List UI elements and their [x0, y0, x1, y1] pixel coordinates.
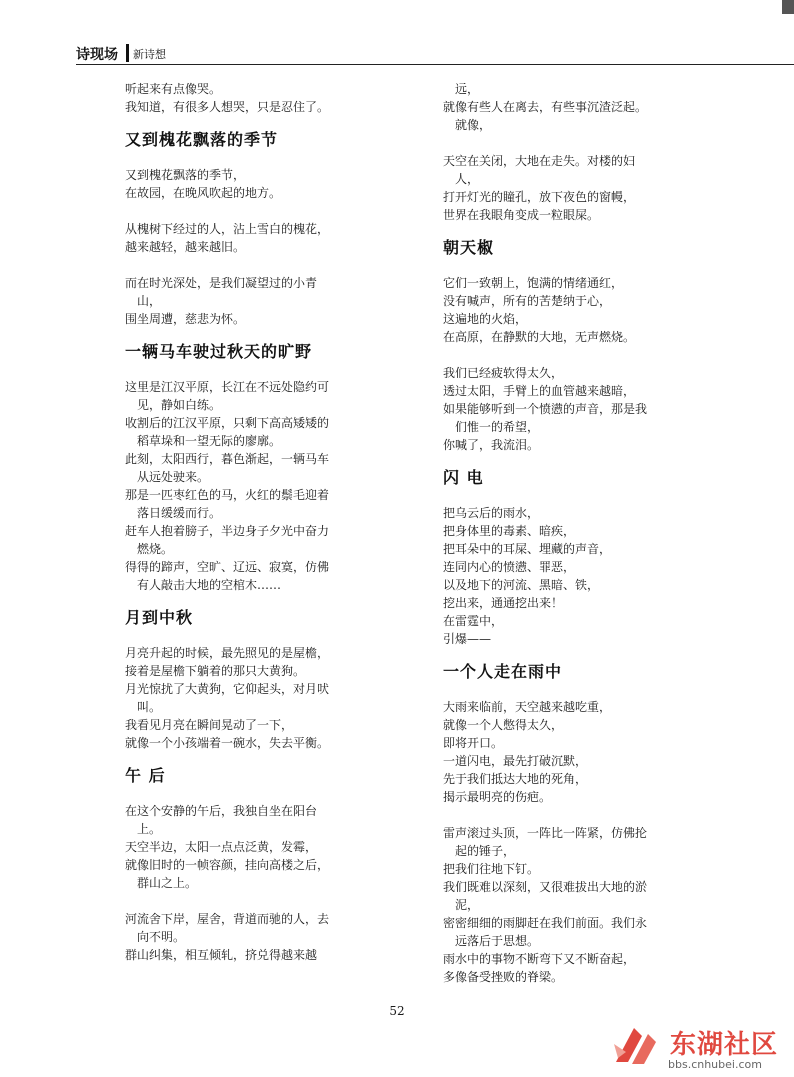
- poem-line: 挖出来，通通挖出来！: [443, 596, 564, 610]
- poem-line: 而在时光深处，是我们凝望过的小青: [125, 276, 318, 290]
- poem-title: 月到中秋: [125, 608, 194, 627]
- poem-line: 密密细细的雨脚赶在我们前面。我们永: [443, 916, 648, 930]
- poem-title: 一个人走在雨中: [443, 662, 563, 681]
- poem-line: 你喊了，我流泪。: [443, 438, 540, 452]
- poem-line: 多像备受挫败的脊梁。: [443, 970, 564, 984]
- header-subtitle: 新诗想: [133, 48, 166, 61]
- poem-line: 我看见月亮在瞬间晃动了一下，: [125, 718, 294, 732]
- poem-line: 就像，: [455, 118, 492, 132]
- poem-line: 就像一个人憋得太久，: [443, 718, 564, 732]
- page-header: [76, 44, 794, 66]
- poem-line: 群山纠集，相互倾轧，挤兑得越来越: [125, 948, 318, 962]
- poem-line: 在雷霆中，: [443, 614, 504, 628]
- poem-line: 我知道，有很多人想哭，只是忍住了。: [125, 100, 330, 114]
- poem-line: 上。: [137, 822, 162, 836]
- right-column: [443, 80, 711, 986]
- poem-line: 人，: [455, 172, 480, 186]
- poem-title: 又到槐花飘落的季节: [125, 130, 279, 149]
- poem-title: 午 后: [125, 766, 166, 785]
- poem-line: 听起来有点像哭。: [125, 82, 222, 96]
- poem-line: 揭示最明亮的伤疤。: [443, 790, 552, 804]
- poem-line: 把我们往地下钉。: [443, 862, 540, 876]
- poem-line: 从远处驶来。: [137, 470, 210, 484]
- header-rule: [76, 64, 794, 65]
- poem-line: 世界在我眼角变成一粒眼屎。: [443, 208, 600, 222]
- poem-line: 见，静如白练。: [137, 398, 222, 412]
- poem-line: 那是一匹枣红色的马，火红的鬃毛迎着: [125, 488, 330, 502]
- poem-line: 在故园，在晚风吹起的地方。: [125, 186, 282, 200]
- poem-line: 在这个安静的午后，我独自坐在阳台: [125, 804, 318, 818]
- poem-line: 以及地下的河流、黑暗、铁，: [443, 578, 600, 592]
- watermark: [612, 1022, 792, 1074]
- poem-line: 接着是屋檐下躺着的那只大黄狗。: [125, 664, 306, 678]
- poem-line: 落日缓缓而行。: [137, 506, 222, 520]
- poem-line: 远落后于思想。: [455, 934, 540, 948]
- poem-line: 先于我们抵达大地的死角，: [443, 772, 588, 786]
- page-number: 52: [389, 1004, 405, 1018]
- poem-line: 群山之上。: [137, 876, 198, 890]
- poem-line: 河流舍下岸，屋舍，背道而驰的人，去: [125, 912, 330, 926]
- poem-line: 大雨来临前，天空越来越吃重，: [443, 700, 612, 714]
- page-corner-mark: [782, 0, 794, 14]
- poem-line: 围坐周遭，慈悲为怀。: [125, 312, 246, 326]
- poem-line: 我们既难以深刻，又很难拔出大地的淤: [443, 880, 648, 894]
- poem-line: 雨水中的事物不断弯下又不断奋起，: [443, 952, 636, 966]
- poem-line: 透过太阳，手臂上的血管越来越暗，: [443, 384, 636, 398]
- poem-line: 连同内心的愤懑、罪恶，: [443, 560, 576, 574]
- poem-line: 一道闪电，最先打破沉默，: [443, 754, 588, 768]
- header-divider-bar: [126, 44, 129, 62]
- poem-line: 此刻，太阳西行，暮色渐起，一辆马车: [125, 452, 330, 466]
- watermark-logo-icon: [612, 1022, 668, 1070]
- poem-line: 远，: [455, 82, 480, 96]
- poem-line: 即将开口。: [443, 736, 504, 750]
- poem-line: 收割后的江汉平原，只剩下高高矮矮的: [125, 416, 330, 430]
- poem-line: 从槐树下经过的人，沾上雪白的槐花，: [125, 222, 330, 236]
- poem-line: 山，: [137, 294, 162, 308]
- left-column: [125, 80, 393, 964]
- poem-line: 这里是江汉平原，长江在不远处隐约可: [125, 380, 330, 394]
- poem-line: 把耳朵中的耳屎、埋藏的声音，: [443, 542, 612, 556]
- poem-line: 如果能够听到一个愤懑的声音，那是我: [443, 402, 648, 416]
- poem-line: 引爆——: [443, 632, 492, 646]
- watermark-name: 东湖社区: [670, 1030, 779, 1060]
- poem-line: 把身体里的毒素、暗疾，: [443, 524, 576, 538]
- poem-line: 月光惊扰了大黄狗，它仰起头，对月吠: [125, 682, 330, 696]
- poem-line: 没有喊声，所有的苦楚纳于心，: [443, 294, 612, 308]
- poem-line: 向不明。: [137, 930, 186, 944]
- poem-line: 叫。: [137, 700, 162, 714]
- watermark-url: bbs.cnhubei.com: [668, 1058, 762, 1071]
- poem-line: 们惟一的希望，: [455, 420, 540, 434]
- header-title: 诗现场: [76, 47, 118, 63]
- poem-line: 就像有些人在离去，有些事沉渣泛起。: [443, 100, 648, 114]
- poem-title: 朝天椒: [443, 238, 495, 257]
- poem-line: 有人敲击大地的空棺木……: [137, 578, 282, 592]
- poem-line: 就像旧时的一帧容颜，挂向高楼之后，: [125, 858, 330, 872]
- poem-line: 就像一个小孩端着一碗水，失去平衡。: [125, 736, 330, 750]
- poem-line: 在高原，在静默的大地，无声燃烧。: [443, 330, 636, 344]
- poem-line: 起的锤子，: [455, 844, 516, 858]
- poem-line: 这遍地的火焰，: [443, 312, 528, 326]
- poem-line: 我们已经疲软得太久，: [443, 366, 564, 380]
- poem-line: 赶车人抱着膀子，半边身子夕光中奋力: [125, 524, 330, 538]
- poem-line: 天空在关闭，大地在走失。对楼的妇: [443, 154, 636, 168]
- poem-line: 越来越轻，越来越旧。: [125, 240, 246, 254]
- poem-line: 打开灯光的瞳孔，放下夜色的窗幔，: [443, 190, 636, 204]
- poem-line: 得得的蹄声，空旷、辽远、寂寞，仿佛: [125, 560, 330, 574]
- poem-line: 雷声滚过头顶，一阵比一阵紧，仿佛抡: [443, 826, 648, 840]
- poem-title: 一辆马车驶过秋天的旷野: [125, 342, 313, 361]
- poem-line: 又到槐花飘落的季节，: [125, 168, 246, 182]
- poem-line: 把乌云后的雨水，: [443, 506, 540, 520]
- poem-line: 泥，: [455, 898, 480, 912]
- poem-line: 燃烧。: [137, 542, 174, 556]
- poem-line: 天空半边，太阳一点点泛黄，发霉，: [125, 840, 318, 854]
- poem-line: 它们一致朝上，饱满的情绪通红，: [443, 276, 624, 290]
- poem-title: 闪 电: [443, 468, 484, 487]
- poem-line: 稻草垛和一望无际的廖廓。: [137, 434, 282, 448]
- poem-line: 月亮升起的时候，最先照见的是屋檐，: [125, 646, 330, 660]
